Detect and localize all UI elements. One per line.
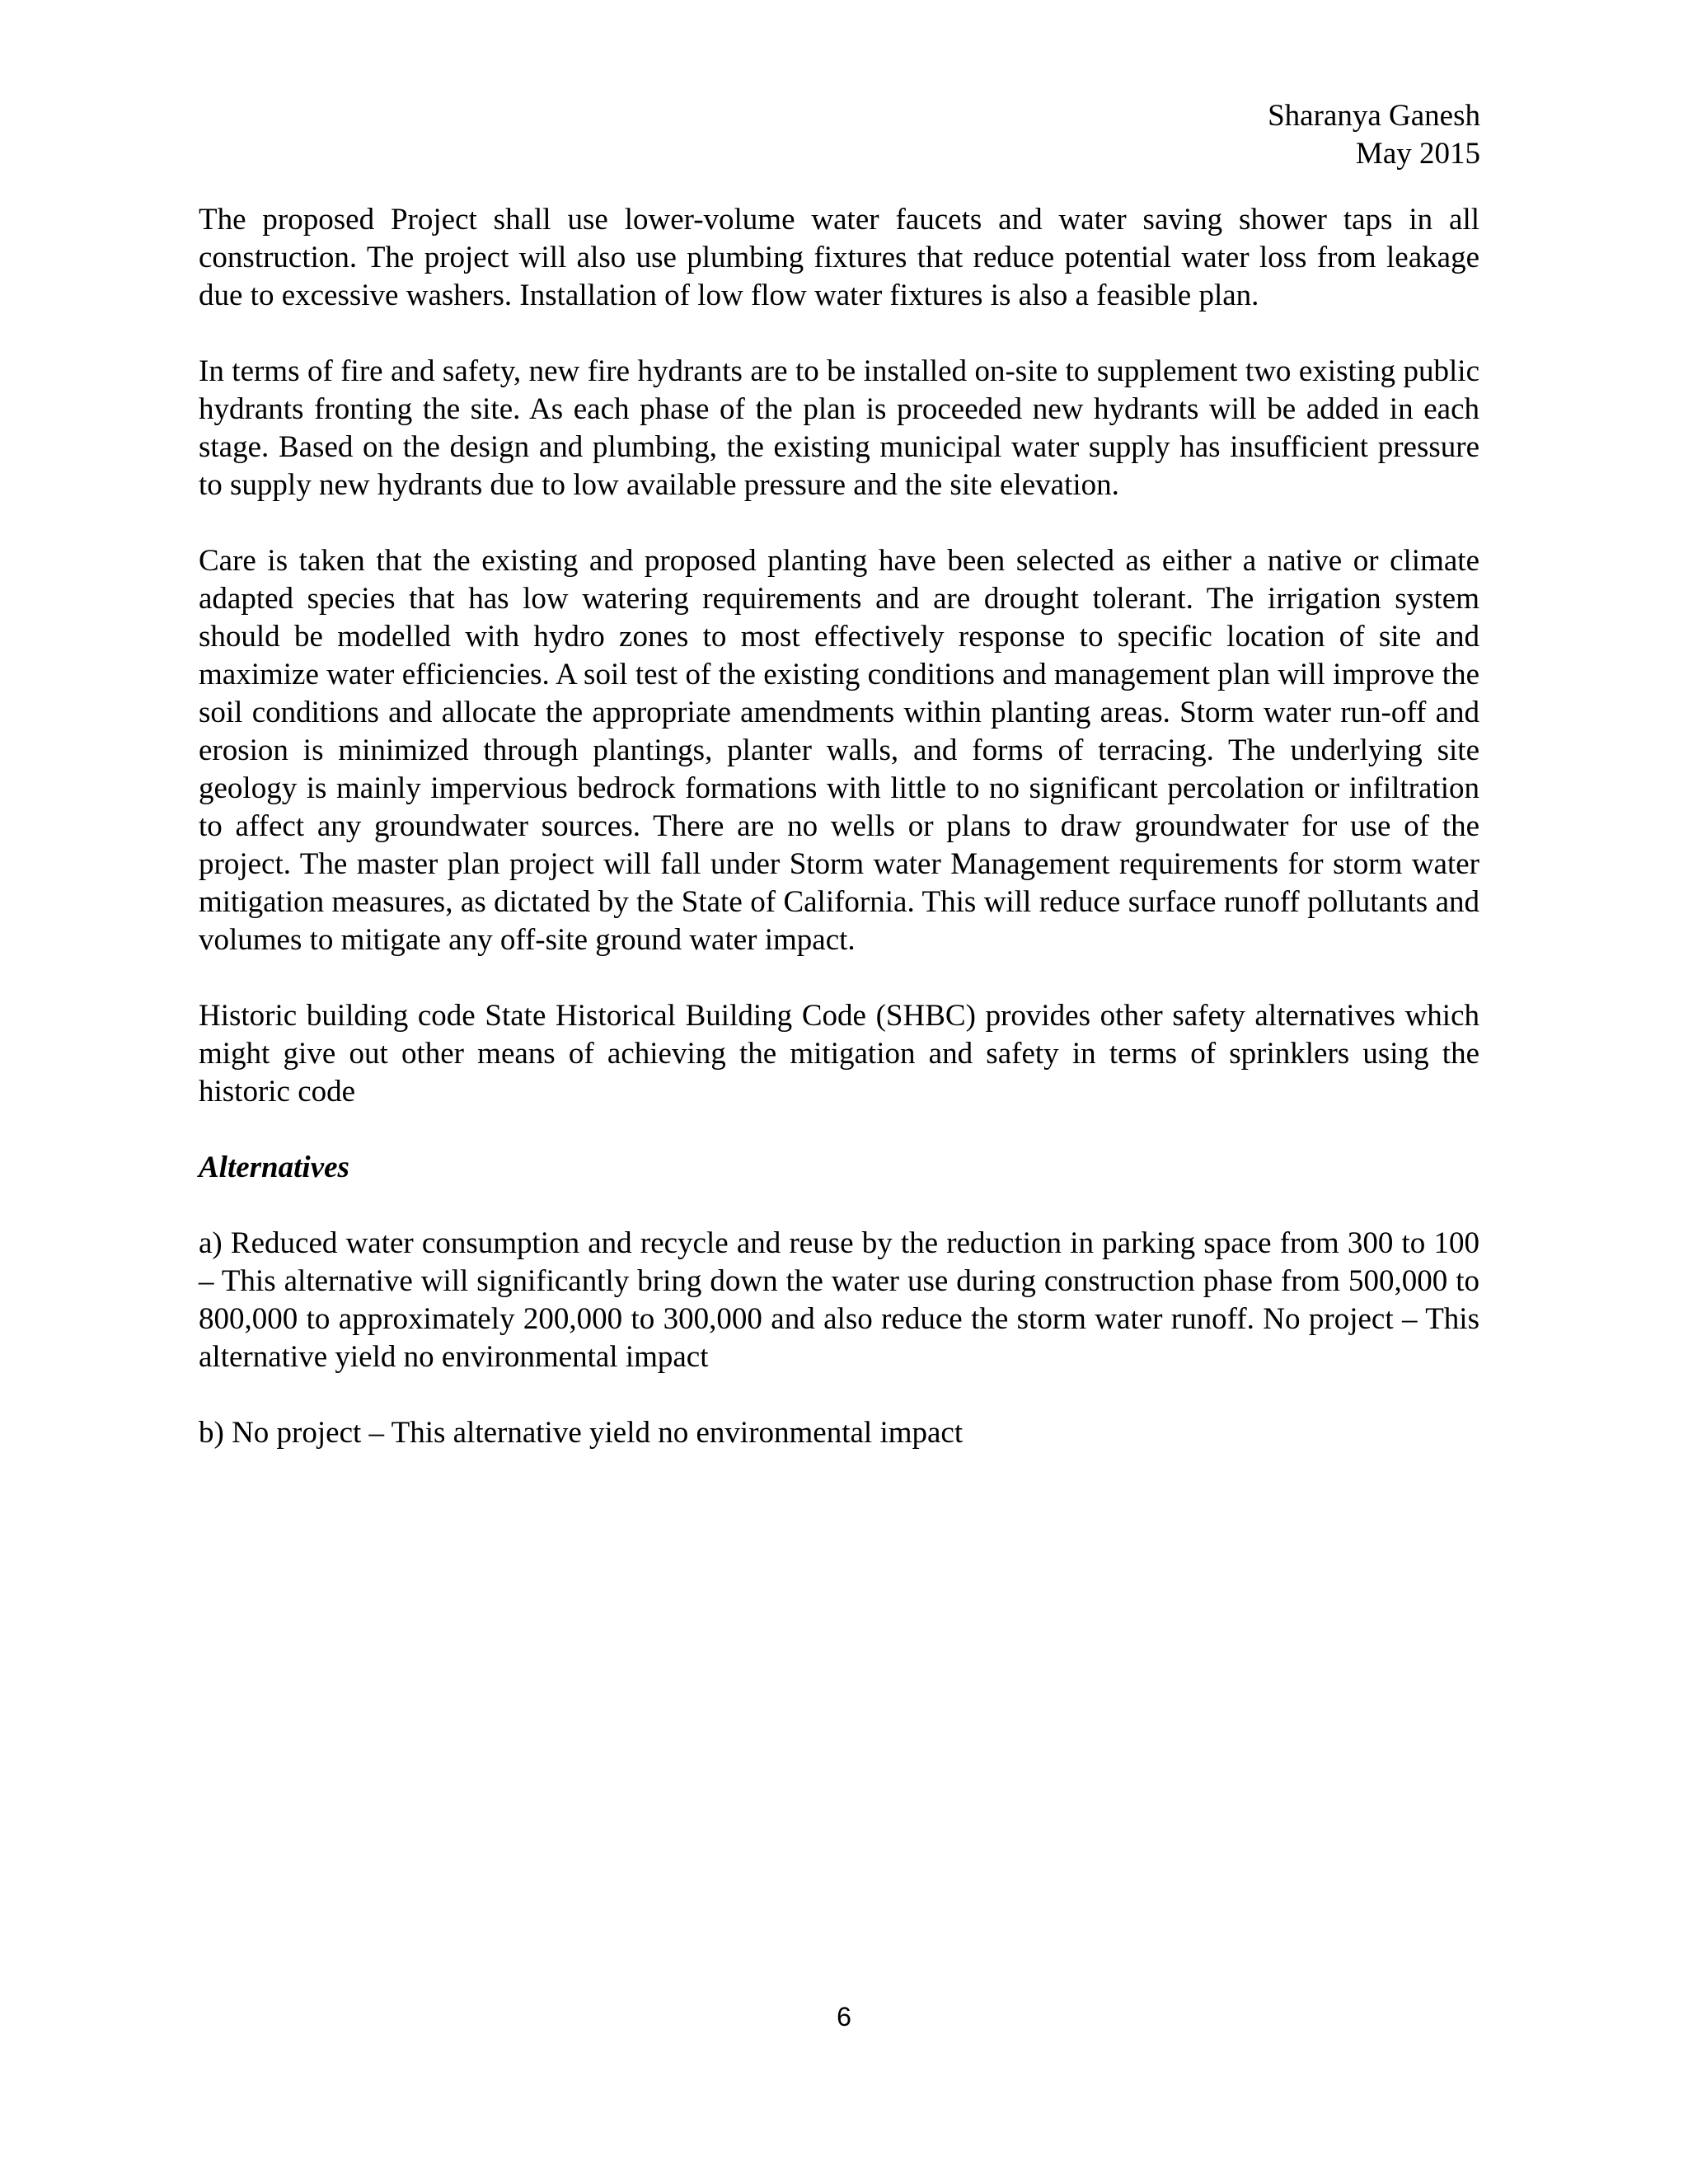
page-number: 6 <box>837 2002 851 2032</box>
paragraph-fire-safety: In terms of fire and safety, new fire hydrants are to be installed on-site to supplement two existing public hydrants fronting the site. As each phase of the plan is proceeded new hydrants will be added in each stage. Based on the design and plumbing, the existing municipal water supply has insufficient pressure to supply new hydrants due to low available pressure and the site elevation. <box>199 354 1479 502</box>
author-name: Sharanya Ganesh <box>1268 99 1480 133</box>
paragraph-water-fixtures: The proposed Project shall use lower-volume water faucets and water saving shower taps in all construction. The project will also use plumbing fixtures that reduce potential water loss from leakage due to excessive washers. Installation of low flow water fixtures is also a feasible plan. <box>199 203 1479 312</box>
alternatives-heading: Alternatives <box>199 1151 349 1184</box>
document-date: May 2015 <box>1355 137 1480 171</box>
paragraph-historic-code: Historic building code State Historical Building Code (SHBC) provides other safety alternatives which might give out other means of achieving the mitigation and safety in terms of sprinklers using the historic code <box>199 999 1479 1108</box>
paragraph-planting-irrigation: Care is taken that the existing and proposed planting have been selected as either a native or climate adapted species that has low watering requirements and are drought tolerant. The irrigation system should be modelled with hydro zones to most effectively response to specific location of site and maximize water efficiencies. A soil test of the existing conditions and management plan will improve the soil conditions and allocate the appropriate amendments within planting areas. Storm water run-off and erosion is minimized through plantings, planter walls, and forms of terracing. The underlying site geology is mainly impervious bedrock formations with little to no significant percolation or infiltration to affect any groundwater sources. There are no wells or plans to draw groundwater for use of the project. The master plan project will fall under Storm water Management requirements for storm water mitigation measures, as dictated by the State of California. This will reduce surface runoff pollutants and volumes to mitigate any off-site ground water impact. <box>199 544 1479 957</box>
page-header <box>1268 97 1480 173</box>
alternative-item-a: a) Reduced water consumption and recycle and reuse by the reduction in parking space from 300 to 100 – This alternative will significantly bring down the water use during construction phase from 500,000 to 800,000 to approximately 200,000 to 300,000 and also reduce the storm water runoff. No project – This alternative yield no environmental impact <box>199 1226 1479 1374</box>
alternative-item-b: b) No project – This alternative yield no environmental impact <box>199 1416 964 1450</box>
page-body <box>199 201 1479 1490</box>
